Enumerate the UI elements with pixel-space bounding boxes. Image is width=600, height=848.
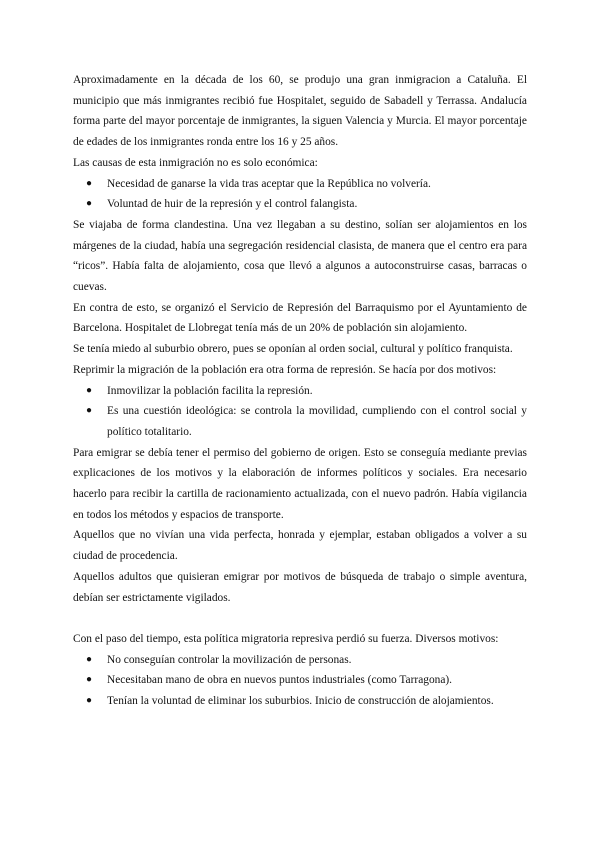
motives-list [73,381,527,443]
list-item-text: Tenían la voluntad de eliminar los suburbios. Inicio de construcción de alojamientos. [107,695,494,708]
paragraph-emigration-permit: Para emigrar se debía tener el permiso del gobierno de origen. Esto se conseguía mediante previas explicaciones de los motivos y la elaboración de informes políticos y sociales. Era necesario hacerlo para recibir la cartilla de racionamiento actualizada, con el nuevo padrón. Había vigilancia en todos los métodos y espacios de transporte. [73,446,527,521]
bullet-icon: ● [86,695,93,707]
decline-reasons-list [73,650,527,712]
list-item-text: Inmovilizar la población facilita la represión. [107,384,313,397]
causes-list [73,174,527,215]
list-item [73,401,527,442]
list-item-text: Voluntad de huir de la represión y el control falangista. [107,198,358,211]
bullet-icon: ● [86,674,93,686]
bullet-icon: ● [86,405,93,417]
list-item-text: No conseguían controlar la movilización de personas. [107,653,352,666]
paragraph-suburb-fear: Se tenía miedo al suburbio obrero, pues se oponían al orden social, cultural y político franquista. [73,343,513,356]
list-item [73,194,527,215]
list-item-text: Es una cuestión ideológica: se controla la movilidad, cumpliendo con el control social y político totalitario. [107,405,527,438]
paragraph-policy-decline: Con el paso del tiempo, esta política migratoria represiva perdió su fuerza. Diversos motivos: [73,632,499,645]
list-item [73,650,527,671]
paragraph-clandestine-travel: Se viajaba de forma clandestina. Una vez llegaban a su destino, solían ser alojamientos en los márgenes de la ciudad, había una segregación residencial clasista, de manera que el centro era para “ricos”. Había falta de alojamiento, cosa que llevó a algunos a autoconstruirse casas, barracas o cuevas. [73,218,527,294]
document-page [73,70,527,712]
paragraph-immigration-intro: Aproximadamente en la década de los 60, se produjo una gran inmigracion a Cataluña. El municipio que más inmigrantes recibió fue Hospitalet, seguido de Sabadell y Terrassa. Andalucía forma parte del mayor porcentaje de inmigrantes, la siguen Valencia y Murcia. El mayor porcentaje de edades de los inmigrantes ronda entre los 16 y 25 años. [73,74,527,149]
list-item-text: Necesitaban mano de obra en nuevos puntos industriales (como Tarragona). [107,674,453,687]
list-item [73,691,527,712]
bullet-icon: ● [86,177,93,189]
list-item-text: Necesidad de ganarse la vida tras aceptar que la República no volvería. [107,177,431,190]
paragraph-barraquismo: En contra de esto, se organizó el Servicio de Represión del Barraquismo por el Ayuntamiento de Barcelona. Hospitalet de Llobregat tenía más de un 20% de población sin alojamiento. [73,301,527,335]
paragraph-return-obligation: Aquellos que no vivían una vida perfecta, honrada y ejemplar, estaban obligados a volver a su ciudad de procedencia. [73,529,527,563]
paragraph-causes-intro: Las causas de esta inmigración no es solo económica: [73,156,318,169]
list-item [73,381,527,402]
paragraph-adult-surveillance: Aquellos adultos que quisieran emigrar por motivos de búsqueda de trabajo o simple aventura, debían ser estrictamente vigilados. [73,570,527,604]
bullet-icon: ● [86,198,93,210]
bullet-icon: ● [86,384,93,396]
list-item [73,670,527,691]
paragraph-migration-repression: Reprimir la migración de la población era otra forma de represión. Se hacía por dos motivos: [73,363,497,376]
list-item [73,174,527,195]
blank-line [73,608,527,629]
bullet-icon: ● [86,653,93,665]
